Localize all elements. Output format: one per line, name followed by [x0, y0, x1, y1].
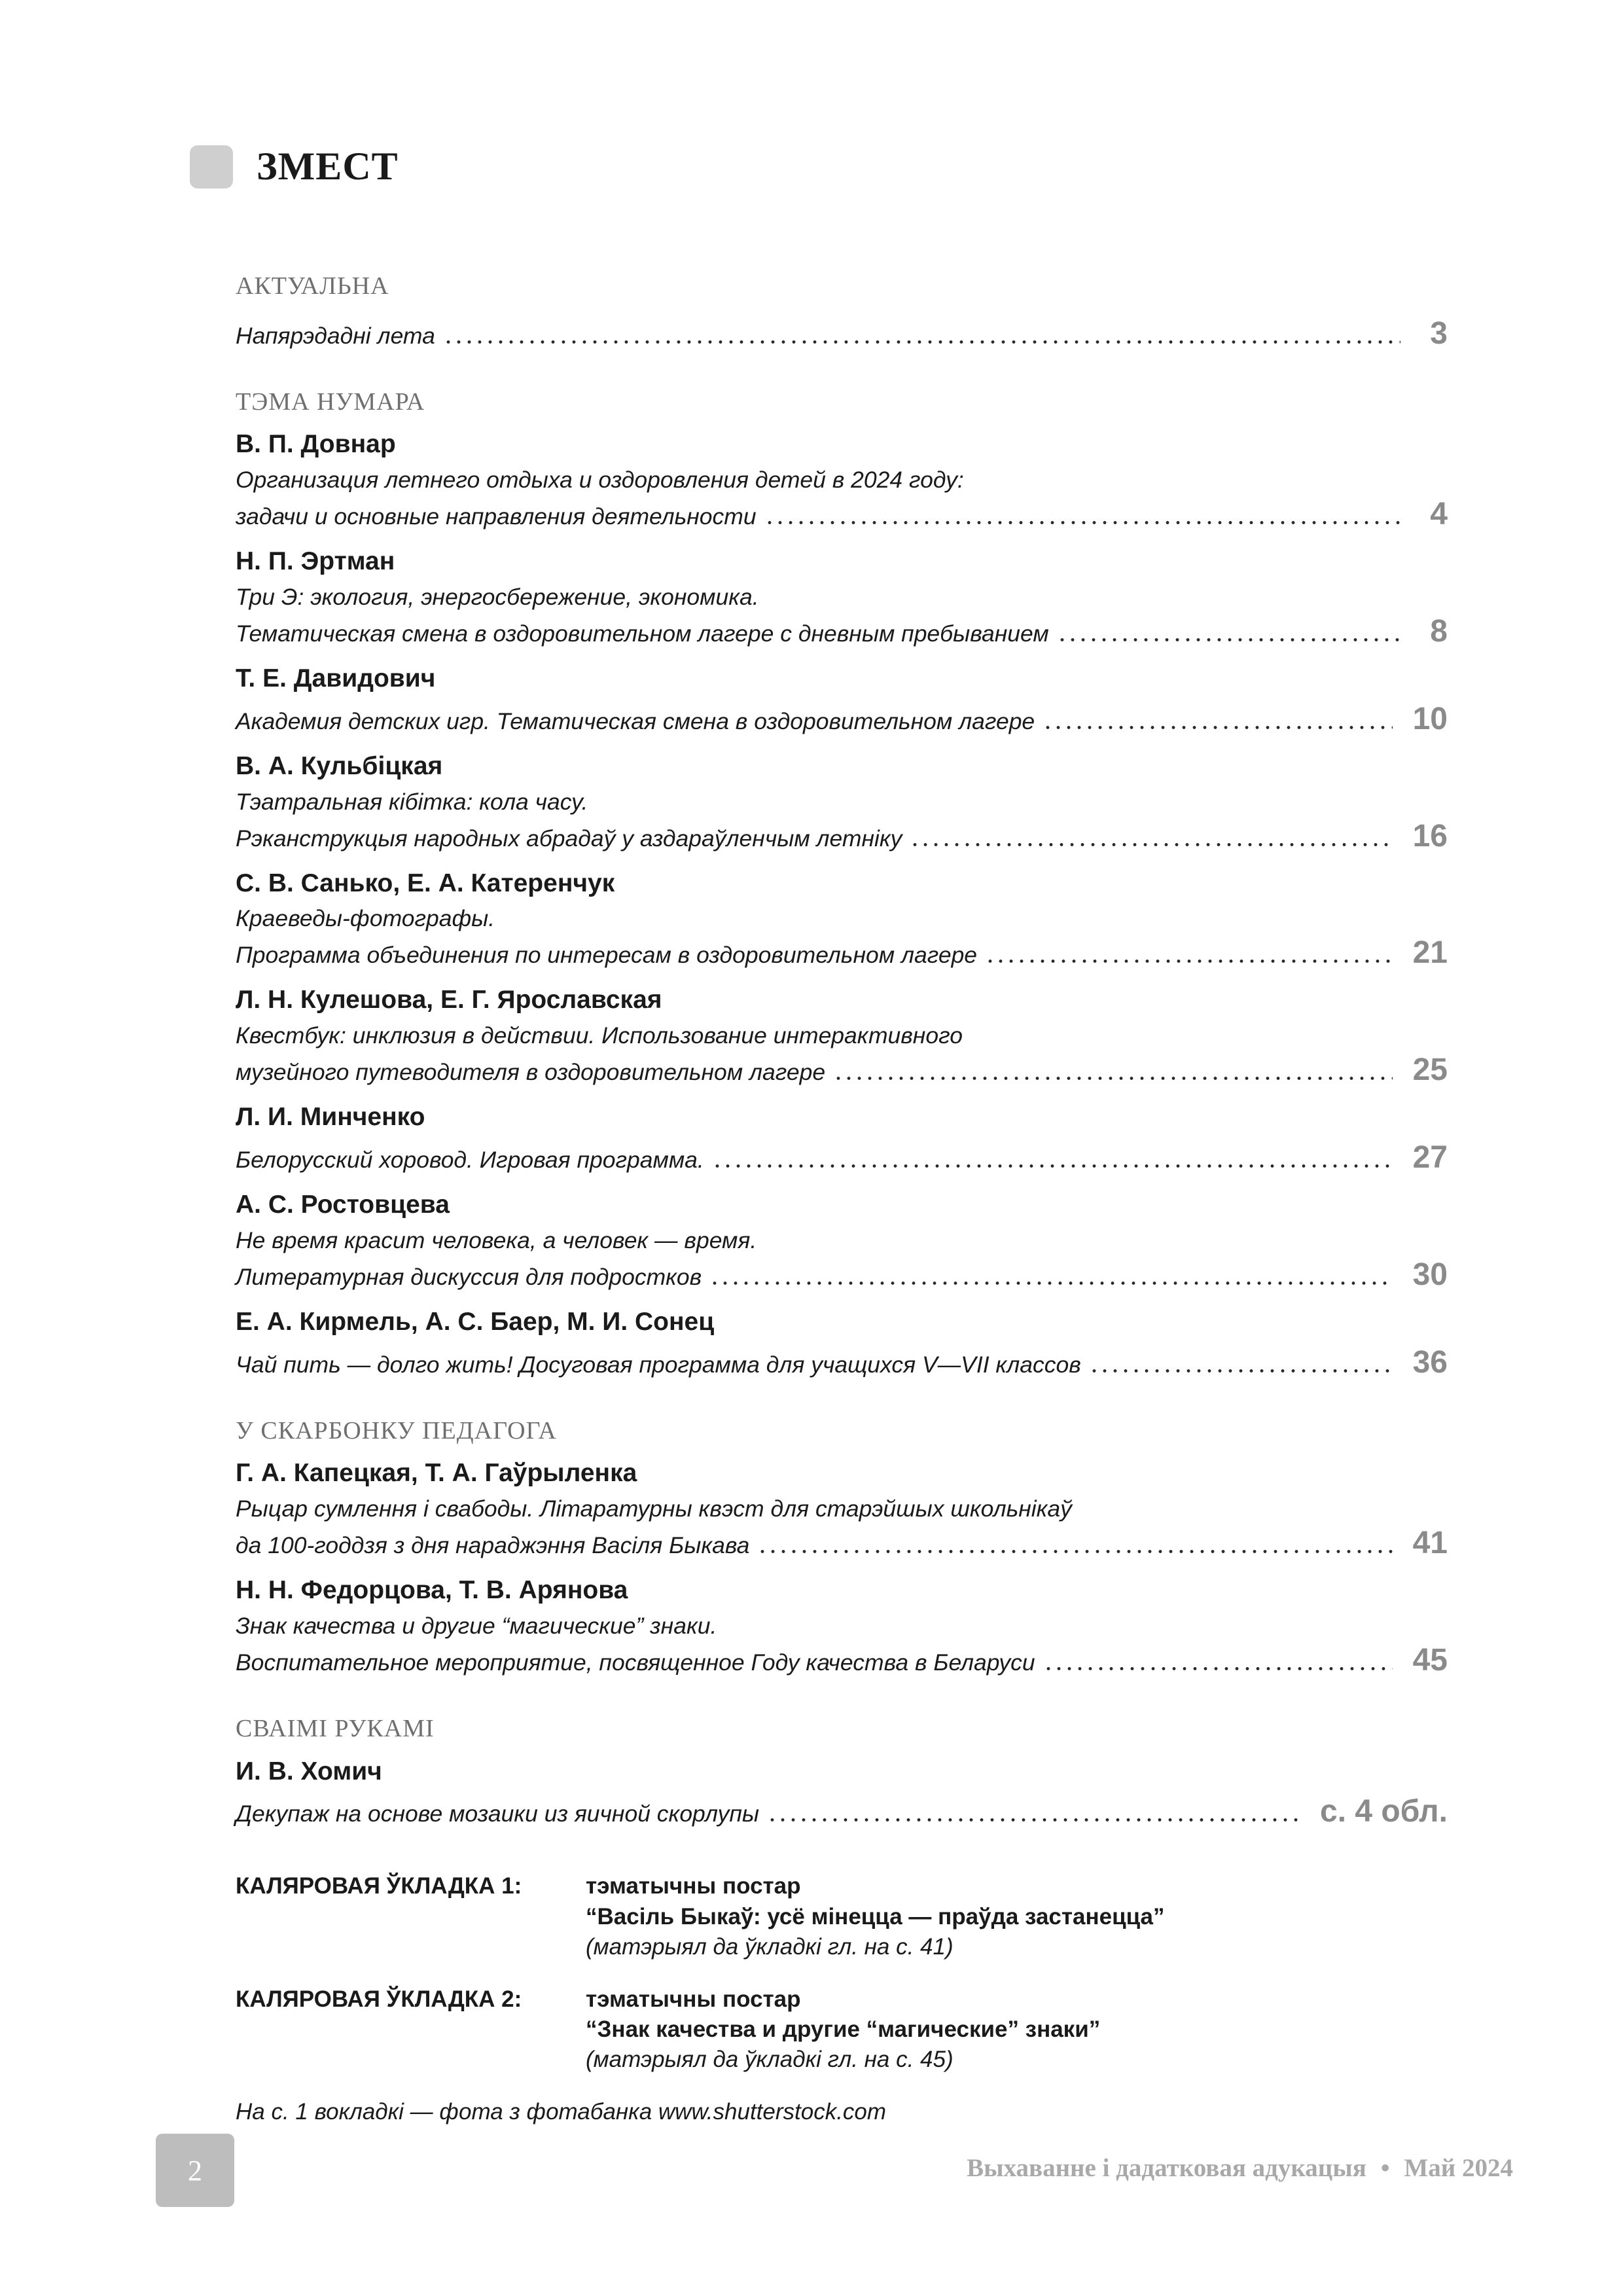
entry-authors: Т. Е. Давидович [236, 664, 436, 692]
entry-title-last-line [236, 1641, 1448, 1681]
dot-leader [767, 1818, 1304, 1821]
entry-title-last-line [236, 817, 1448, 857]
entry-authors: Л. И. Минченко [236, 1103, 425, 1132]
entry-authors: Л. Н. Кулешова, Е. Г. Ярославская [236, 986, 662, 1014]
entry-title-last-line [236, 1138, 1448, 1178]
toc-entry [236, 751, 1448, 857]
dot-leader [757, 1550, 1393, 1553]
entry-page-number[interactable]: 10 [1412, 701, 1448, 736]
entry-title-text: Академия детских игр. Тематическая смена в оздоровительном лагере [236, 708, 1035, 734]
insert-name: “Знак качества и другие “магические” знаки” [586, 2017, 1101, 2043]
entry-title-text: Рэканструкцыя народных абрадаў у аздараўленчым летніку [236, 825, 902, 852]
entry-title-last-line [236, 700, 1448, 740]
entry-page-number[interactable]: 3 [1430, 315, 1448, 351]
entry-authors: Н. Н. Федорцова, Т. В. Арянова [236, 1576, 628, 1605]
title-square-marker [190, 145, 233, 188]
dot-leader [985, 960, 1393, 963]
dot-leader [1043, 1667, 1393, 1670]
insert-body [586, 1984, 1100, 2075]
entry-authors: Г. А. Капецкая, Т. А. Гаўрыленка [236, 1459, 637, 1488]
entry-authors: А. С. Ростовцева [236, 1190, 450, 1219]
page-number: 2 [156, 2134, 234, 2207]
entry-page-number[interactable]: 45 [1412, 1642, 1448, 1677]
insert-label: КАЛЯРОВАЯ ЎКЛАДКА 1: [236, 1873, 522, 1899]
running-footer [967, 2153, 1513, 2183]
entry-title-text: Тематическая смена в оздоровительном лагере с дневным пребыванием [236, 620, 1049, 647]
toc-entry [236, 664, 1448, 740]
entry-title-text: Напярэдадні лета [236, 322, 435, 349]
entry-title-last-line [236, 1343, 1448, 1383]
entry-title-line: Квестбук: инклюзия в действии. Использование интерактивного [236, 1022, 963, 1049]
section-heading: ТЭМА НУМАРА [236, 387, 425, 416]
dot-leader [1089, 1369, 1393, 1372]
insert-body [586, 1871, 1165, 1962]
section-heading: АКТУАЛЬНА [236, 272, 389, 300]
section-heading: СВАІМІ РУКАМІ [236, 1714, 435, 1742]
entry-title-text: Воспитательное мероприятие, посвященное Году качества в Беларуси [236, 1649, 1035, 1676]
entry-title-text: Белорусский хоровод. Игровая программа. [236, 1147, 704, 1174]
entry-page-number[interactable]: 36 [1412, 1344, 1448, 1380]
entry-page-number[interactable]: 16 [1412, 818, 1448, 853]
insert-kind: тэматычны постар [586, 1873, 801, 1899]
entry-title-last-line [236, 612, 1448, 652]
entry-title-text: Литературная дискуссия для подростков [236, 1263, 702, 1290]
toc-entry [236, 1102, 1448, 1178]
dot-leader [443, 340, 1400, 344]
entry-authors: Е. А. Кирмель, А. С. Баер, М. И. Сонец [236, 1307, 715, 1336]
entry-page-number[interactable]: 41 [1412, 1526, 1448, 1561]
entry-title-line: Организация летнего отдыха и оздоровления детей в 2024 году: [236, 467, 964, 493]
insert-label: КАЛЯРОВАЯ ЎКЛАДКА 2: [236, 1986, 522, 2012]
dot-leader [910, 843, 1393, 846]
entry-page-number[interactable]: с. 4 обл. [1320, 1794, 1448, 1829]
toc-entry [236, 1307, 1448, 1383]
page-title-text: ЗМЕСТ [257, 145, 399, 188]
entry-title-last-line [236, 1050, 1448, 1090]
insert-note: (матэрыял да ўкладкі гл. на с. 45) [586, 2047, 954, 2073]
toc-entry [236, 1190, 1448, 1295]
color-insert [236, 1871, 1448, 1962]
toc-entry [236, 1575, 1448, 1681]
toc-entry [236, 429, 1448, 535]
entry-title-text: да 100-годдзя з дня нараджэння Васіля Быкава [236, 1532, 750, 1559]
footer-separator: • [1380, 2154, 1390, 2182]
entry-title-last-line [236, 1792, 1448, 1832]
entry-authors: В. А. Кульбіцкая [236, 751, 443, 780]
toc-entry [236, 869, 1448, 974]
entry-title-text: Чай пить — долго жить! Досуговая программа для учащихся V—VII классов [236, 1351, 1081, 1378]
dot-leader [1057, 638, 1400, 641]
entry-title-line: Рыцар сумлення і свабоды. Літаратурны квэст для старэйшых школьнікаў [236, 1496, 1072, 1522]
section-heading: У СКАРБОНКУ ПЕДАГОГА [236, 1416, 557, 1444]
entry-title-line: Не время красит человека, а человек — время. [236, 1227, 757, 1253]
entry-title-last-line [236, 314, 1448, 354]
entry-authors: И. В. Хомич [236, 1757, 382, 1785]
cover-photo-credit: На с. 1 вокладкі — фота з фотабанка www.shutterstock.com [236, 2099, 887, 2125]
insert-name: “Васіль Быкаў: усё мінецца — праўда застанецца” [586, 1903, 1165, 1929]
entry-title-line: Три Э: экология, энергосбережение, экономика. [236, 583, 759, 610]
dot-leader [833, 1077, 1393, 1080]
issue-date: Май 2024 [1404, 2154, 1513, 2182]
table-of-contents [236, 272, 1448, 2127]
journal-title: Выхаванне і дадатковая адукацыя [967, 2154, 1366, 2182]
dot-leader [1043, 726, 1393, 729]
entry-page-number[interactable]: 30 [1412, 1257, 1448, 1292]
toc-entry [236, 547, 1448, 652]
insert-note: (матэрыял да ўкладкі гл. на с. 41) [586, 1933, 954, 1960]
page-title [190, 144, 399, 189]
color-inserts [236, 1871, 1448, 2075]
toc-entry [236, 314, 1448, 354]
entry-page-number[interactable]: 8 [1430, 614, 1448, 649]
entry-title-line: Тэатральная кібітка: кола часу. [236, 788, 588, 815]
color-insert [236, 1984, 1448, 2075]
entry-page-number[interactable]: 25 [1412, 1052, 1448, 1088]
toc-entry [236, 985, 1448, 1090]
entry-page-number[interactable]: 4 [1430, 497, 1448, 532]
toc-entry [236, 1757, 1448, 1833]
entry-page-number[interactable]: 27 [1412, 1140, 1448, 1175]
entry-title-text: музейного путеводителя в оздоровительном лагере [236, 1059, 826, 1086]
entry-title-text: Программа объединения по интересам в оздоровительном лагере [236, 942, 978, 969]
entry-page-number[interactable]: 21 [1412, 935, 1448, 971]
entry-title-line: Знак качества и другие “магические” знаки. [236, 1612, 717, 1639]
entry-title-text: задачи и основные направления деятельности [236, 503, 757, 530]
entry-authors: Н. П. Эртман [236, 547, 395, 576]
entry-title-last-line [236, 933, 1448, 973]
entry-title-last-line [236, 1255, 1448, 1295]
entry-authors: С. В. Санько, Е. А. Катеренчук [236, 869, 615, 897]
dot-leader [712, 1164, 1393, 1168]
entry-title-last-line [236, 1524, 1448, 1564]
insert-kind: тэматычны постар [586, 1986, 801, 2012]
dot-leader [764, 521, 1400, 524]
entry-authors: В. П. Довнар [236, 430, 396, 459]
entry-title-text: Декупаж на основе мозаики из яичной скорлупы [236, 1801, 760, 1827]
dot-leader [709, 1282, 1393, 1285]
toc-entry [236, 1458, 1448, 1564]
entry-title-line: Краеведы-фотографы. [236, 905, 495, 932]
entry-title-last-line [236, 495, 1448, 535]
